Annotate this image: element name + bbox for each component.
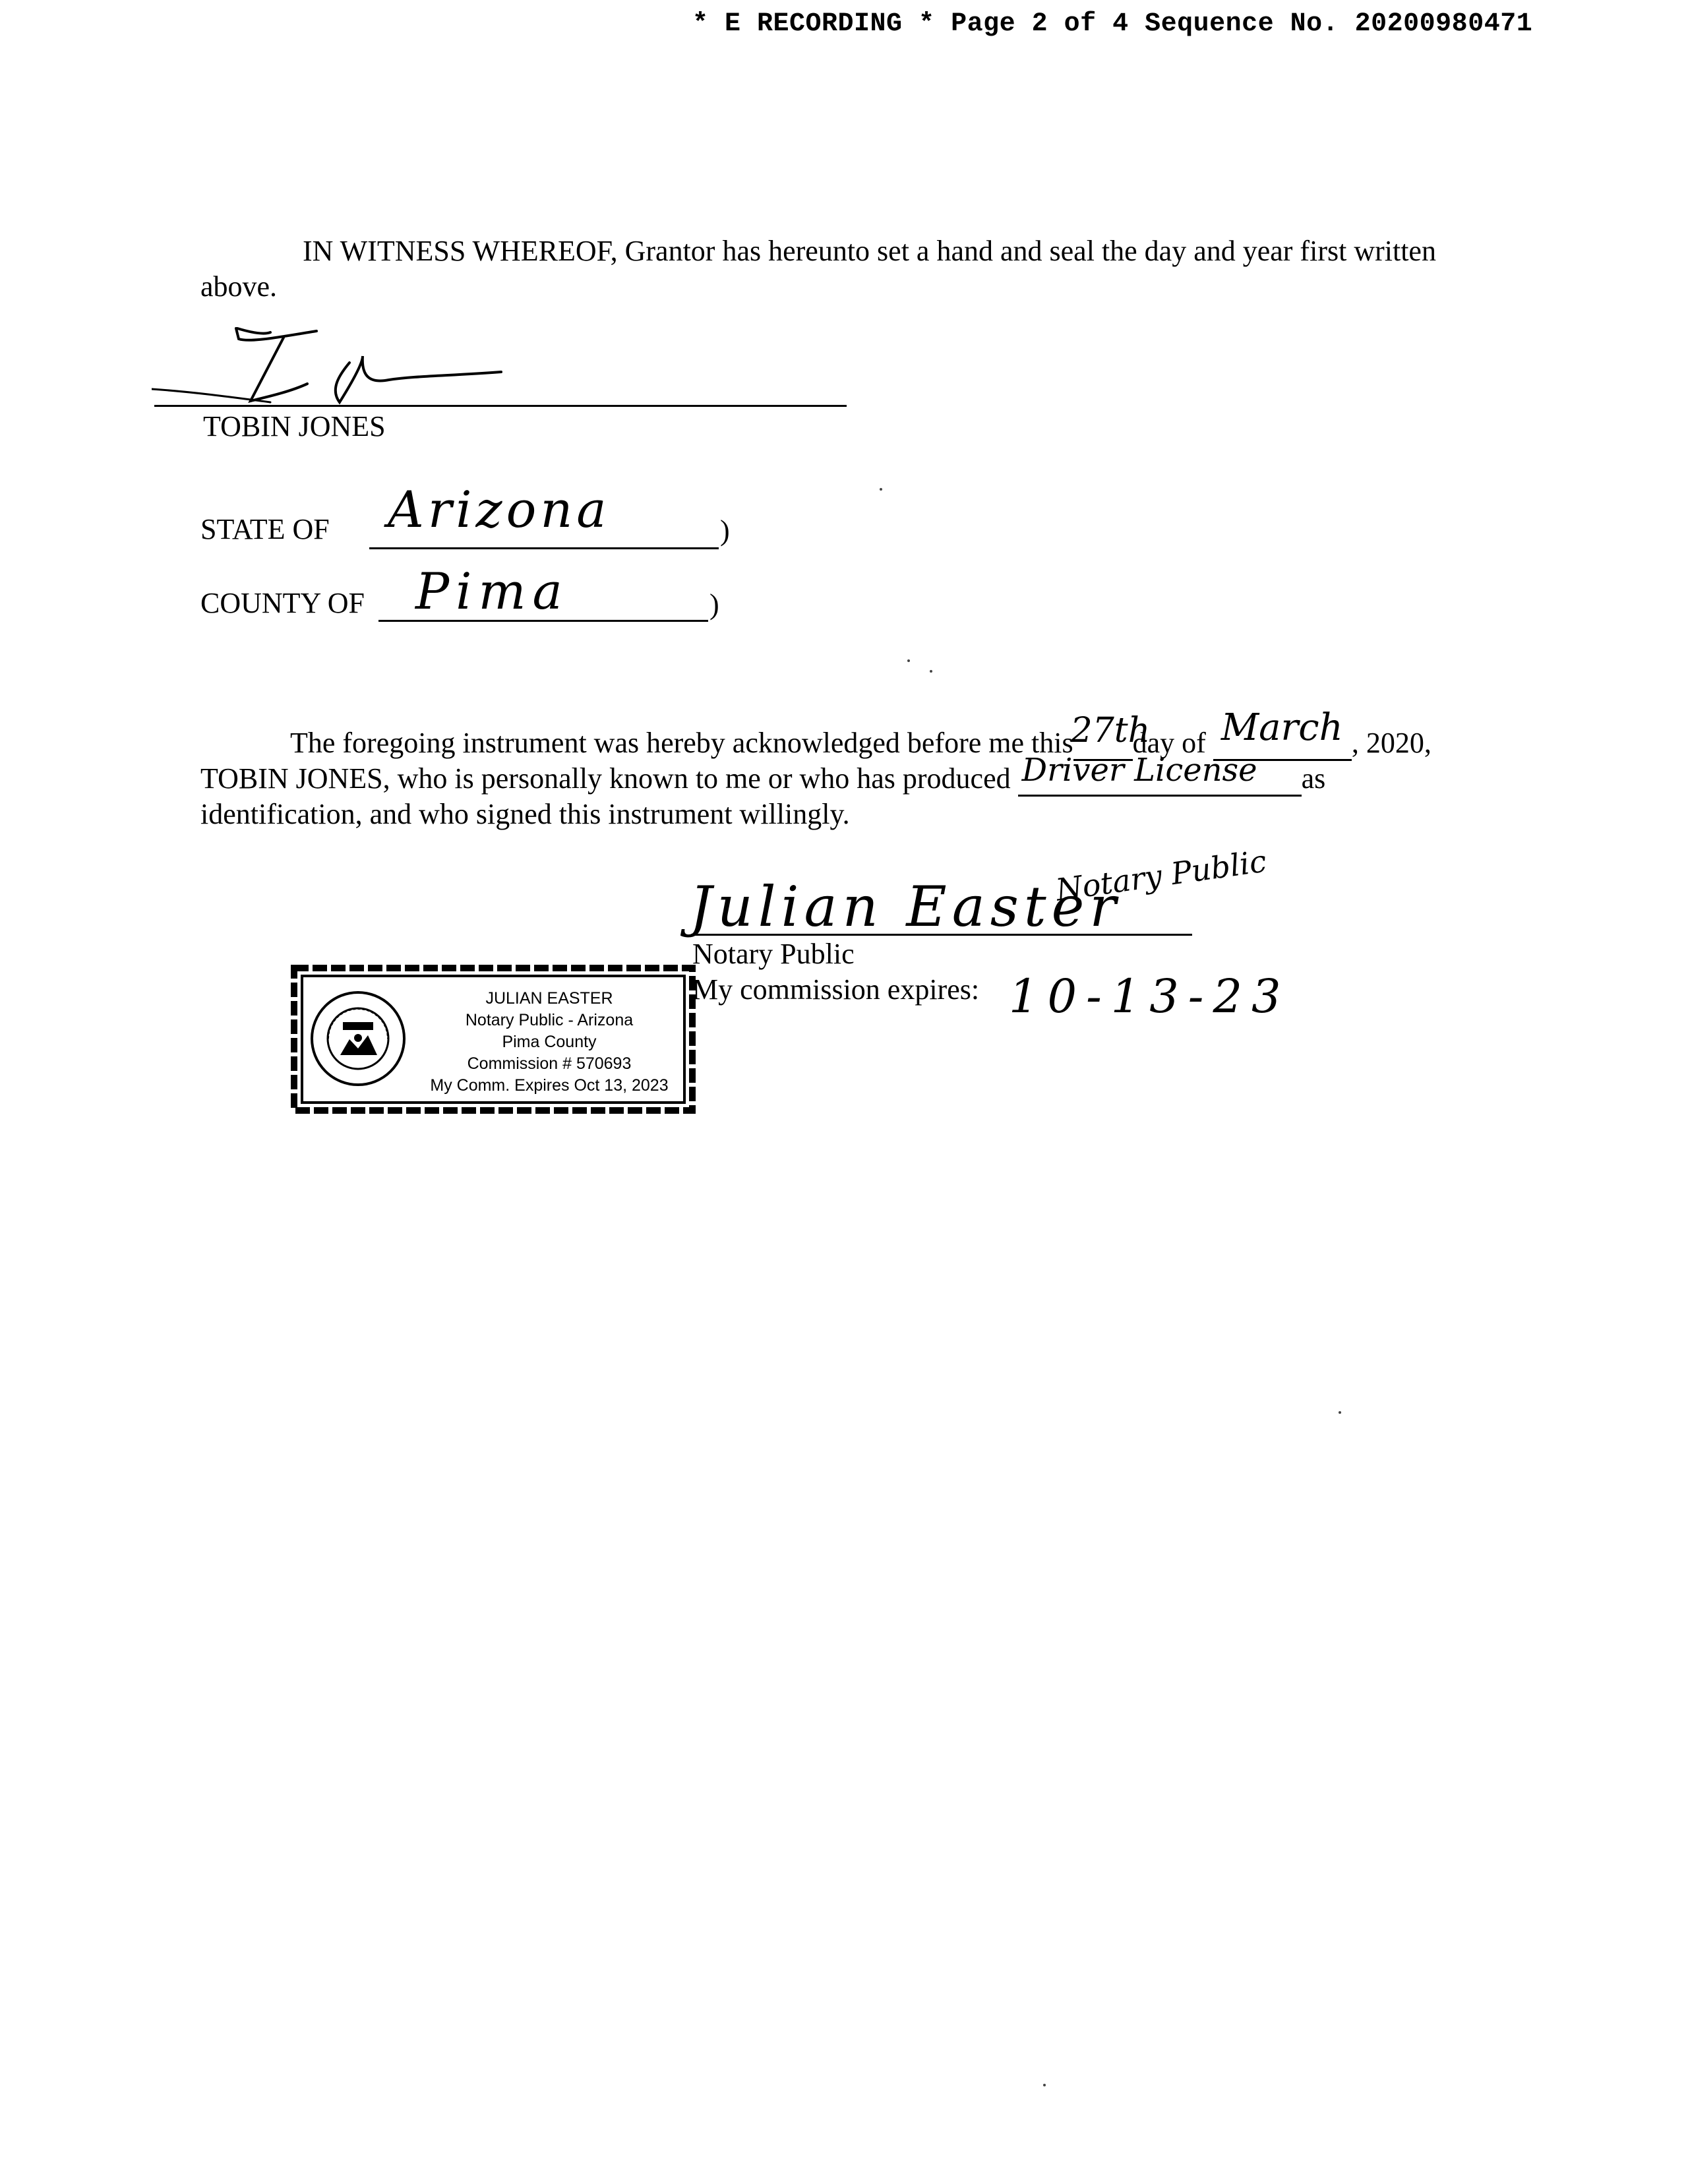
county-row (200, 586, 365, 621)
scan-speck (907, 659, 910, 662)
county-handwritten: Pima (415, 562, 569, 621)
witness-text: IN WITNESS WHEREOF, Grantor has hereunto set a hand and seal the day and year first written above. (200, 235, 1436, 303)
day-fill: 27th (1073, 733, 1133, 761)
grantor-signature-line (154, 405, 847, 407)
month-fill: March (1213, 733, 1352, 761)
state-handwritten: Arizona (388, 480, 611, 539)
grantor-name: TOBIN JONES (203, 410, 386, 442)
state-row (200, 512, 330, 547)
stamp-name: JULIAN EASTER (485, 989, 613, 1008)
county-label: COUNTY OF (200, 587, 365, 619)
stamp-line4: Commission # 570693 (467, 1054, 632, 1073)
stamp-line5: My Comm. Expires Oct 13, 2023 (430, 1076, 669, 1095)
commission-expires-row (692, 972, 979, 1008)
state-seal-icon (309, 989, 407, 1088)
commission-expires-handwritten: 10-13-23 (1009, 969, 1290, 1023)
stamp-text (411, 988, 688, 1097)
witness-paragraph (200, 233, 1519, 305)
stamp-line2: Notary Public - Arizona (465, 1011, 634, 1029)
scan-speck (1339, 1411, 1341, 1414)
county-paren: ) (709, 588, 719, 621)
scan-speck (880, 488, 882, 491)
commission-expires-label: My commission expires: (692, 973, 980, 1006)
notary-title: Notary Public (692, 938, 855, 970)
ack-line-2: TOBIN JONES, who is personally known to me or who has produced Driver License as (200, 761, 1519, 797)
scan-speck (1043, 2084, 1046, 2086)
notary-signature-line (691, 934, 1192, 936)
acknowledgment-paragraph (200, 706, 1519, 832)
notary-signature: Julian Easter (690, 874, 1122, 939)
state-label: STATE OF (200, 513, 330, 545)
notary-stamp (289, 961, 698, 1117)
ack-line-3: identification, and who signed this instrument willingly. (200, 798, 850, 830)
grantor-signature (152, 323, 521, 415)
stamp-line3: Pima County (502, 1033, 597, 1051)
recording-header: * E RECORDING * Page 2 of 4 Sequence No. 20200980471 (692, 9, 1533, 39)
notary-signature-suffix: Notary Public (1053, 843, 1269, 908)
state-fill-line (369, 547, 719, 549)
state-paren: ) (720, 514, 730, 547)
ack-line-1: The foregoing instrument was hereby acknowledged before me this 27th day of March , 2020, (200, 725, 1519, 761)
id-fill: Driver License (1018, 768, 1302, 797)
scan-speck (930, 670, 932, 673)
